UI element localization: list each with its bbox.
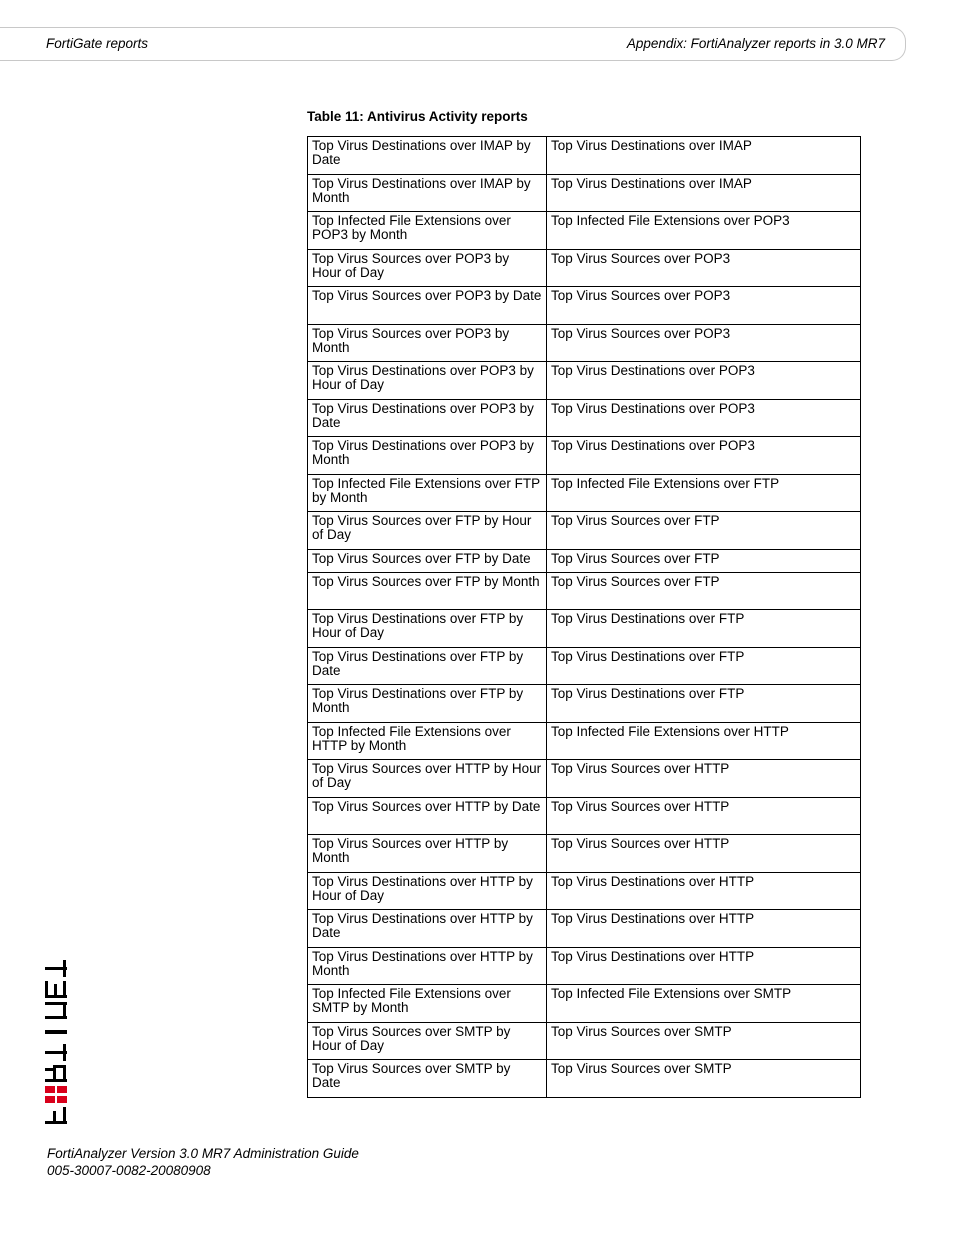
chart-name-cell: Top Virus Destinations over IMAP (547, 137, 861, 175)
table-row (308, 722, 861, 760)
table-row (308, 324, 861, 362)
chart-name-cell: Top Virus Sources over FTP (547, 512, 861, 550)
footer-document-number: 005-30007-0082-20080908 (47, 1163, 211, 1178)
report-name-cell: Top Virus Destinations over IMAP by Date (308, 137, 547, 175)
footer-guide-title: FortiAnalyzer Version 3.0 MR7 Administration Guide (47, 1146, 359, 1161)
report-name-cell: Top Virus Sources over SMTP by Date (308, 1060, 547, 1098)
header-section-title: FortiGate reports (46, 36, 149, 51)
table-row (308, 137, 861, 175)
report-name-cell: Top Virus Destinations over HTTP by Month (308, 947, 547, 985)
chart-name-cell: Top Virus Destinations over POP3 (547, 362, 861, 400)
report-name-cell: Top Virus Sources over POP3 by Hour of Day (308, 249, 547, 287)
table-row (308, 362, 861, 400)
chart-name-cell: Top Virus Sources over FTP (547, 572, 861, 610)
chart-name-cell: Top Virus Sources over HTTP (547, 760, 861, 798)
report-name-cell: Top Virus Sources over SMTP by Hour of Day (308, 1022, 547, 1060)
chart-name-cell: Top Infected File Extensions over HTTP (547, 722, 861, 760)
chart-name-cell: Top Infected File Extensions over FTP (547, 474, 861, 512)
report-name-cell: Top Virus Sources over FTP by Date (308, 549, 547, 572)
table-row (308, 399, 861, 437)
table-row (308, 1060, 861, 1098)
chart-name-cell: Top Virus Sources over POP3 (547, 287, 861, 325)
report-name-cell: Top Infected File Extensions over HTTP by Month (308, 722, 547, 760)
table-row (308, 647, 861, 685)
table-row (308, 610, 861, 648)
table-row (308, 797, 861, 835)
report-name-cell: Top Virus Destinations over HTTP by Hour of Day (308, 872, 547, 910)
report-name-cell: Top Virus Destinations over POP3 by Hour of Day (308, 362, 547, 400)
table-row (308, 835, 861, 873)
report-name-cell: Top Virus Destinations over HTTP by Date (308, 910, 547, 948)
table-row (308, 872, 861, 910)
chart-name-cell: Top Virus Sources over SMTP (547, 1060, 861, 1098)
table-row (308, 760, 861, 798)
report-name-cell: Top Virus Destinations over FTP by Date (308, 647, 547, 685)
chart-name-cell: Top Virus Destinations over POP3 (547, 437, 861, 475)
chart-name-cell: Top Virus Destinations over HTTP (547, 872, 861, 910)
chart-name-cell: Top Virus Destinations over FTP (547, 685, 861, 723)
report-name-cell: Top Virus Destinations over POP3 by Month (308, 437, 547, 475)
table-row (308, 572, 861, 610)
chart-name-cell: Top Virus Sources over POP3 (547, 249, 861, 287)
table-row (308, 287, 861, 325)
chart-name-cell: Top Infected File Extensions over SMTP (547, 985, 861, 1023)
chart-name-cell: Top Virus Sources over HTTP (547, 835, 861, 873)
report-name-cell: Top Virus Sources over HTTP by Date (308, 797, 547, 835)
report-name-cell: Top Virus Sources over FTP by Hour of Day (308, 512, 547, 550)
antivirus-reports-table (307, 136, 861, 1098)
chart-name-cell: Top Virus Sources over HTTP (547, 797, 861, 835)
report-name-cell: Top Infected File Extensions over POP3 by Month (308, 212, 547, 250)
table-row (308, 685, 861, 723)
report-name-cell: Top Virus Sources over HTTP by Hour of Day (308, 760, 547, 798)
table-row (308, 249, 861, 287)
chart-name-cell: Top Virus Sources over POP3 (547, 324, 861, 362)
chart-name-cell: Top Virus Destinations over HTTP (547, 947, 861, 985)
chart-name-cell: Top Virus Sources over SMTP (547, 1022, 861, 1060)
table-body (308, 137, 861, 1098)
header-chapter-title: Appendix: FortiAnalyzer reports in 3.0 MR7 (626, 36, 885, 51)
fortinet-logo (44, 940, 68, 1126)
chart-name-cell: Top Virus Destinations over FTP (547, 647, 861, 685)
table-caption: Table 11: Antivirus Activity reports (307, 109, 528, 124)
report-name-cell: Top Infected File Extensions over FTP by Month (308, 474, 547, 512)
table-row (308, 1022, 861, 1060)
chart-name-cell: Top Infected File Extensions over POP3 (547, 212, 861, 250)
table-row (308, 474, 861, 512)
report-name-cell: Top Virus Destinations over POP3 by Date (308, 399, 547, 437)
table-row (308, 174, 861, 212)
table-row (308, 947, 861, 985)
report-name-cell: Top Virus Destinations over IMAP by Month (308, 174, 547, 212)
report-name-cell: Top Virus Sources over POP3 by Date (308, 287, 547, 325)
report-name-cell: Top Virus Sources over HTTP by Month (308, 835, 547, 873)
chart-name-cell: Top Virus Destinations over HTTP (547, 910, 861, 948)
table-row (308, 985, 861, 1023)
chart-name-cell: Top Virus Sources over FTP (547, 549, 861, 572)
report-name-cell: Top Virus Sources over POP3 by Month (308, 324, 547, 362)
report-name-cell: Top Virus Destinations over FTP by Hour of Day (308, 610, 547, 648)
chart-name-cell: Top Virus Destinations over POP3 (547, 399, 861, 437)
table-row (308, 437, 861, 475)
table-row (308, 549, 861, 572)
report-name-cell: Top Infected File Extensions over SMTP by Month (308, 985, 547, 1023)
table-row (308, 212, 861, 250)
table-row (308, 512, 861, 550)
chart-name-cell: Top Virus Destinations over FTP (547, 610, 861, 648)
table-row (308, 910, 861, 948)
report-name-cell: Top Virus Destinations over FTP by Month (308, 685, 547, 723)
chart-name-cell: Top Virus Destinations over IMAP (547, 174, 861, 212)
report-name-cell: Top Virus Sources over FTP by Month (308, 572, 547, 610)
